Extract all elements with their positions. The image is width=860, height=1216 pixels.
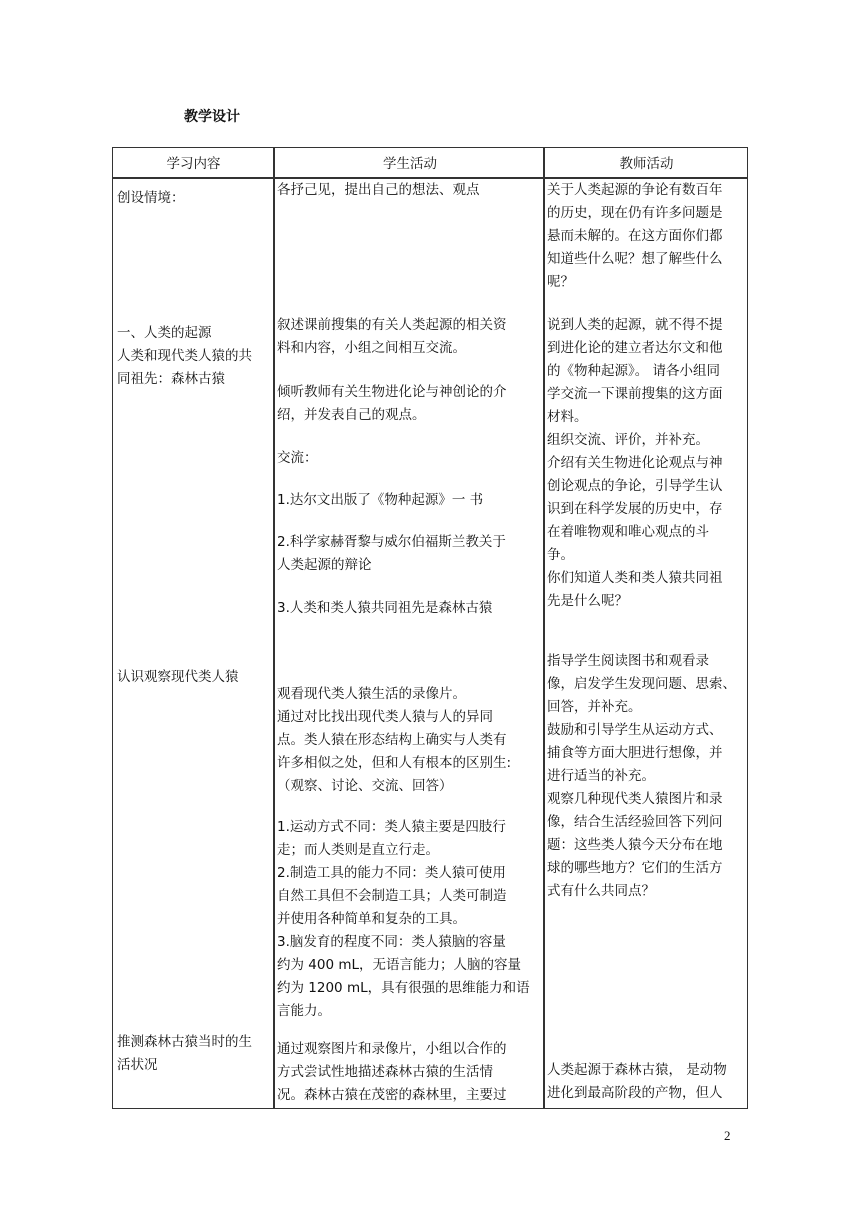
learning-content-cell: 推测森林古猿当时的生 活状况 — [117, 1034, 252, 1073]
column-divider — [273, 148, 275, 1108]
learning-content-cell: 认识观察现代类人猿 — [117, 669, 239, 685]
student-activity-cell: 1.达尔文出版了《物种起源》一 书 — [277, 492, 484, 508]
column-divider — [543, 148, 545, 1108]
student-activity-cell: 3.人类和类人猿共同祖先是森林古猿 — [277, 600, 493, 616]
student-activity-cell: 2.科学家赫胥黎与威尔伯福斯兰教关于 人类起源的辩论 — [277, 534, 506, 573]
header-student-activity: 学生活动 — [383, 156, 437, 172]
teacher-activity-cell: 说到人类的起源，就不得不提 到进化论的建立者达尔文和他 的《物种起源》。 请各小组同 学交流一下课前搜集的这方面 材料。 组织交流、评价，并补充。 介绍有关生物进化论观点与神 创论观点的争论，引导学生认 识到在科学发展的历史中，存 在着唯物观和唯心观点的斗 争。 你们知道人类和类人猿共同祖 先是什么呢？ — [547, 317, 723, 609]
student-activity-cell: 1.运动方式不同：类人猿主要是四肢行 走；而人类则是直立行走。 2.制造工具的能力不同：类人猿可使用 自然工具但不会制造工具；人类可制造 并使用各种简单和复杂的工具。 3.脑发育的程度不同：类人猿脑的容量 约为 400 mL，无语言能力；人脑的容量 约为 1200 mL，具有很强的思维能力和语 言能力。 — [277, 819, 530, 1019]
learning-content-cell: 创设情境： — [117, 190, 185, 206]
student-activity-cell: 观看现代类人猿生活的录像片。 通过对比找出现代类人猿与人的异同 点。类人猿在形态结构上确实与人类有 许多相似之处，但和人有根本的区别生: （观察、讨论、交流、回答） — [277, 686, 512, 794]
header-learning-content: 学习内容 — [166, 156, 221, 172]
student-activity-cell: 通过观察图片和录像片，小组以合作的 方式尝试性地描述森林古猿的生活情 况。森林古猿在茂密的森林里，主要过 — [277, 1041, 507, 1103]
teacher-activity-cell: 人类起源于森林古猿， 是动物 进化到最高阶段的产物，但人 — [547, 1062, 727, 1101]
teacher-activity-cell: 指导学生阅读图书和观看录 像，启发学生发现问题、思索、 回答，并补充。 鼓励和引导学生从运动方式、 捕食等方面大胆进行想像，并 进行适当的补充。 观察几种现代类人猿图片和录 像，结合生活经验回答下列问 题：这些类人猿今天分布在地 球的哪些地方？它们的生活方 式有什么共同点？ — [547, 653, 736, 899]
header-teacher-activity: 教师活动 — [619, 156, 674, 172]
student-activity-cell: 各抒己见，提出自己的想法、观点 — [277, 182, 480, 198]
learning-content-cell: 一、人类的起源 人类和现代类人猿的共 同祖先：森林古猿 — [117, 325, 252, 387]
page-number: 2 — [724, 1128, 731, 1143]
teacher-activity-cell: 关于人类起源的争论有数百年 的历史，现在仍有许多问题是 悬而未解的。在这方面你们都 知道些什么呢？想了解些什么 呢？ — [547, 182, 723, 290]
student-activity-cell: 倾听教师有关生物进化论与神创论的介 绍，并发表自己的观点。 — [277, 384, 507, 423]
student-activity-cell: 叙述课前搜集的有关人类起源的相关资 料和内容，小组之间相互交流。 — [277, 317, 507, 356]
student-activity-cell: 交流： — [277, 450, 318, 466]
page-title: 教学设计 — [184, 109, 240, 125]
